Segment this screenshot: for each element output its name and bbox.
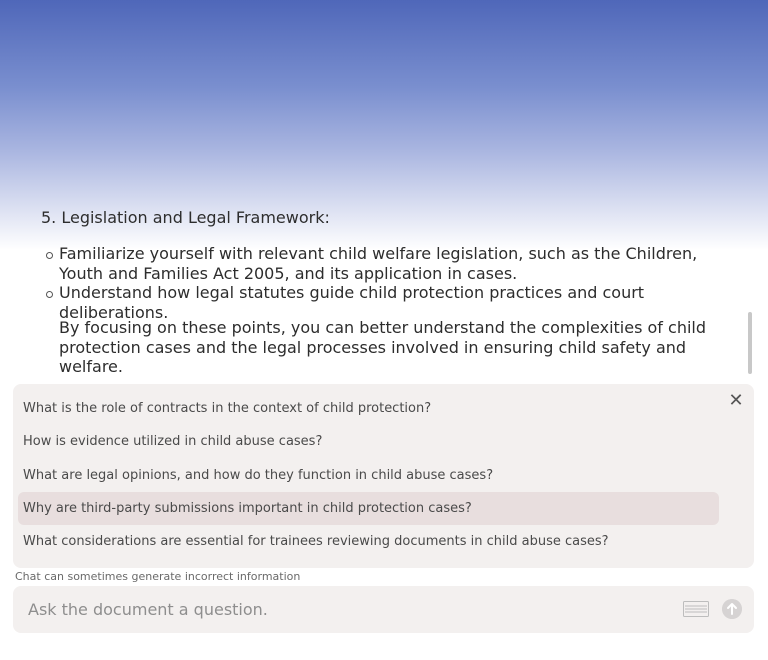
- section-heading: 5. Legislation and Legal Framework:: [41, 208, 330, 227]
- suggested-question[interactable]: What considerations are essential for trainees reviewing documents in child abuse cases?: [23, 534, 609, 549]
- bullet-item: [46, 244, 726, 283]
- bullet-text: Familiarize yourself with relevant child welfare legislation, such as the Children, Youth and Families Act 2005, and its application in cases.: [59, 244, 698, 283]
- suggested-question[interactable]: What is the role of contracts in the context of child protection?: [23, 401, 432, 416]
- suggested-question[interactable]: How is evidence utilized in child abuse cases?: [23, 434, 323, 449]
- close-icon[interactable]: ✕: [728, 390, 744, 411]
- disclaimer-text: Chat can sometimes generate incorrect information: [15, 570, 301, 583]
- ask-input-box[interactable]: [13, 586, 754, 633]
- bullet-list: [46, 244, 726, 322]
- ask-input-placeholder[interactable]: Ask the document a question.: [28, 600, 268, 619]
- bullet-text: Understand how legal statutes guide child protection practices and court deliberations.: [59, 283, 645, 322]
- bullet-icon: [46, 252, 53, 259]
- suggested-question[interactable]: What are legal opinions, and how do they function in child abuse cases?: [23, 468, 494, 483]
- arrow-up-icon[interactable]: [722, 599, 742, 619]
- suggested-questions-panel: [13, 384, 754, 568]
- scrollbar[interactable]: [748, 312, 752, 374]
- bullet-icon: [46, 291, 53, 298]
- suggested-question-highlighted[interactable]: Why are third-party submissions important in child protection cases?: [18, 492, 719, 525]
- document-lines-icon[interactable]: [683, 601, 709, 617]
- summary-paragraph: By focusing on these points, you can better understand the complexities of child protection cases and the legal processes involved in ensuring child safety and welfare.: [59, 318, 706, 376]
- bullet-item: [46, 283, 726, 322]
